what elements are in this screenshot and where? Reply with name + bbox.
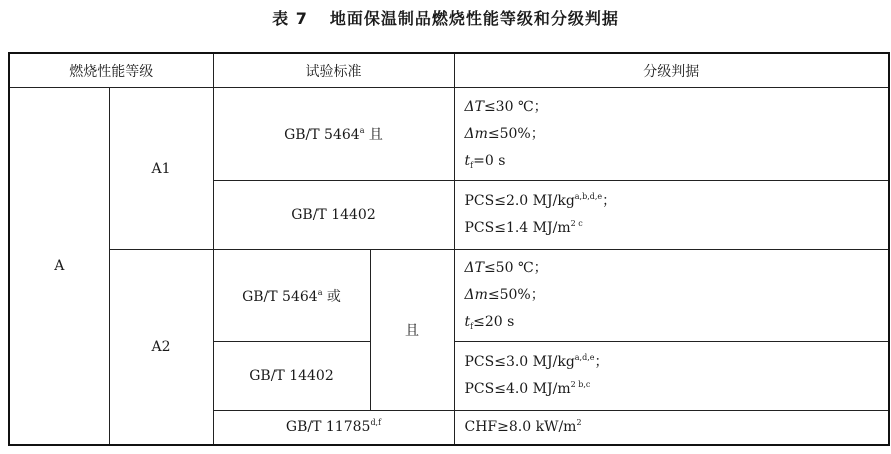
classification-table — [8, 52, 890, 446]
table-title — [0, 6, 891, 29]
A2-criteria3-cell: CHF≥8.0 $kW/m^2$ — [454, 411, 889, 445]
A1-criteria1-cell: ΔT≤30 ℃； Δm≤50%； $t_f=0$ s — [454, 88, 889, 181]
A2-test2-cell: GB/T 14402 — [213, 342, 370, 411]
table-caption: 地面保温制品燃烧性能等级和分级判据 — [329, 9, 619, 28]
table-number: 表 7 — [272, 9, 308, 28]
A2-criteria2-cell: PCS≤3.0 MJ/kg$^{a,d,e}$； PCS≤4.0 $MJ/m^{2 b,c}$ — [454, 342, 889, 411]
A2-test1-cell: GB/T 5464$^a$ 或 — [213, 250, 370, 342]
header-grade: 燃烧性能等级 — [9, 53, 213, 88]
A2-test3-cell: GB/T 11785$^{d,f}$ — [213, 411, 454, 445]
grade-A1-cell: A1 — [109, 88, 213, 250]
A1-test2-cell: GB/T 14402 — [213, 181, 454, 250]
A1-criteria2-cell: PCS≤2.0 MJ/kg$^{a,b,d,e}$； PCS≤1.4 $MJ/m^{2 c}$ — [454, 181, 889, 250]
grade-A2-cell: A2 — [109, 250, 213, 445]
grade-A-cell: A — [9, 88, 109, 445]
A1-test1-cell: GB/T 5464$^a$ 且 — [213, 88, 454, 181]
header-criteria: 分级判据 — [454, 53, 889, 88]
A2-and-cell: 且 — [370, 250, 454, 411]
A2-criteria1-cell: ΔT≤50 ℃； Δm≤50%； $t_f\le 20$ s — [454, 250, 889, 342]
header-method: 试验标准 — [213, 53, 454, 88]
